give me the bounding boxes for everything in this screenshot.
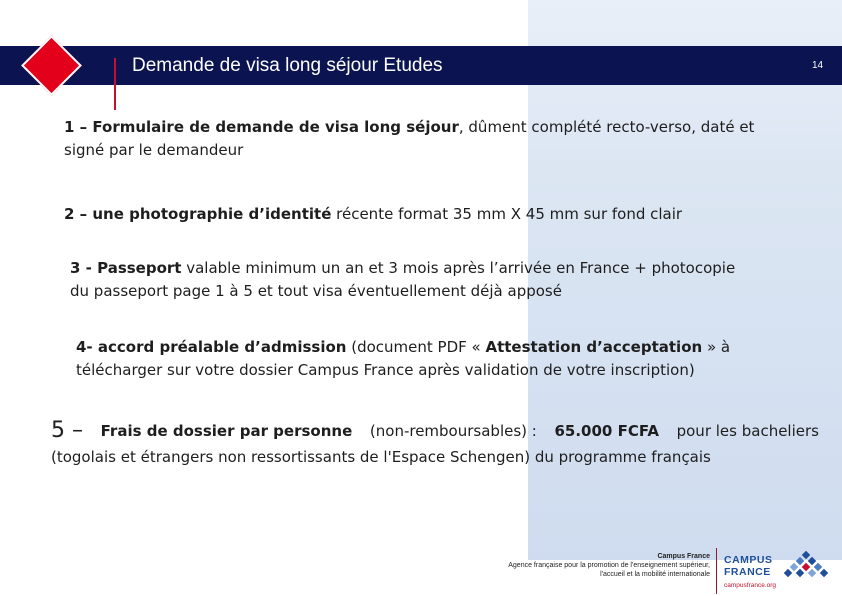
requirement-item-2 <box>64 203 682 226</box>
item-5-number: 5 – <box>51 418 83 443</box>
item-4-text: (document PDF « <box>346 338 486 356</box>
item-5-text: (non-remboursables) : <box>369 422 537 440</box>
item-4-text-line2: télécharger sur votre dossier Campus France après validation de votre inscription) <box>76 361 695 379</box>
requirement-item-3 <box>70 257 735 303</box>
item-4-text-end: » à <box>702 338 731 356</box>
item-5-heading: Frais de dossier par personne <box>100 422 353 440</box>
item-5-text-end: pour les bacheliers <box>676 422 819 440</box>
item-2-heading: 2 – une photographie d’identité <box>64 205 332 223</box>
footer-divider <box>716 548 717 594</box>
logo-word-campus: CAMPUS <box>724 554 773 566</box>
footer-org-name: Campus France <box>657 553 710 560</box>
slide-title: Demande de visa long séjour Etudes <box>132 55 443 76</box>
requirement-item-1 <box>64 116 754 162</box>
footer-tagline <box>470 552 710 579</box>
logo-mosaic-icon <box>784 551 828 583</box>
item-3-text: valable minimum un an et 3 mois après l’arrivée en France + photocopie <box>181 259 736 277</box>
item-5-amount: 65.000 FCFA <box>554 422 659 440</box>
item-3-heading: 3 - Passeport <box>70 259 182 277</box>
requirement-item-4 <box>76 336 730 382</box>
logo-url: campusfrance.org <box>724 582 777 589</box>
item-3-text-line2: du passeport page 1 à 5 et tout visa éventuellement déjà apposé <box>70 282 562 300</box>
requirement-item-5 <box>51 416 819 468</box>
footer-line-1: Agence française pour la promotion de l'enseignement supérieur, <box>508 562 710 569</box>
page-number: 14 <box>812 60 824 71</box>
item-4-heading: 4- accord préalable d’admission <box>76 338 347 356</box>
campus-france-logo <box>724 551 834 591</box>
red-diamond-logo <box>21 35 82 96</box>
item-4-document-name: Attestation d’acceptation <box>485 338 703 356</box>
logo-word-france: FRANCE <box>724 566 771 578</box>
footer-line-2: l'accueil et la mobilité internationale <box>600 571 710 578</box>
item-5-text-line2: (togolais et étrangers non ressortissants de l'Espace Schengen) du programme français <box>51 448 711 466</box>
item-1-text-line2: signé par le demandeur <box>64 141 244 159</box>
item-2-text: récente format 35 mm X 45 mm sur fond clair <box>331 205 683 223</box>
item-1-text: , dûment complété recto-verso, daté et <box>458 118 755 136</box>
item-1-heading: 1 – Formulaire de demande de visa long séjour <box>64 118 459 136</box>
red-divider-line <box>114 58 116 110</box>
